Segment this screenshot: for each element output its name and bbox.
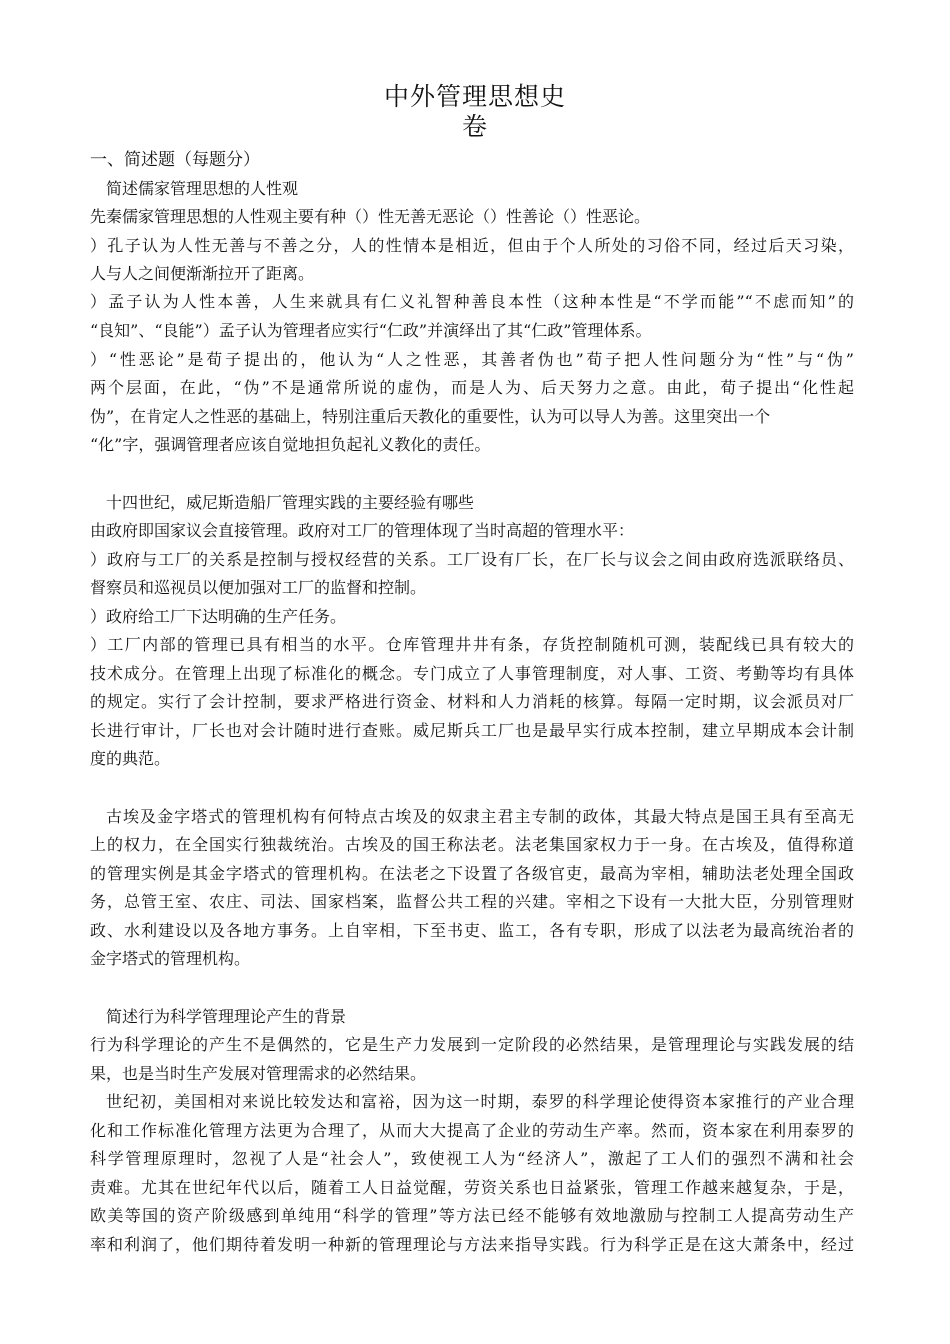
paragraph-line: ）孔子认为人性无善与不善之分，人的性情本是相近，但由于个人所处的习俗不同，经过后天习染，	[90, 236, 854, 255]
paragraph-line: 科学管理原理时，忽视了人是“社会人”，致使视工人为“经济人”，激起了工人们的强烈不满和社会	[90, 1149, 854, 1168]
question-heading: 简述儒家管理思想的人性观	[106, 179, 299, 198]
paragraph-line: 技术成分。在管理上出现了标准化的概念。专门成立了人事管理制度，对人事、工资、考勤等均有具体	[90, 664, 854, 683]
paragraph-line: 上的权力，在全国实行独裁统治。古埃及的国王称法老。法老集国家权力于一身。在古埃及，值得称道	[90, 835, 854, 854]
paragraph-line: 金字塔式的管理机构。	[90, 949, 251, 968]
paragraph-line: ）政府给工厂下达明确的生产任务。	[90, 607, 347, 626]
paragraph-line: 长进行审计，厂长也对会计随时进行查账。威尼斯兵工厂也是最早实行成本控制，建立早期成本会计制	[90, 721, 854, 740]
paragraph-line: 世纪初，美国相对来说比较发达和富裕，因为这一时期，泰罗的科学理论使得资本家推行的产业合理	[106, 1092, 854, 1111]
paragraph-line: 督察员和巡视员以便加强对工厂的监督和控制。	[90, 578, 427, 597]
paragraph-line: 由政府即国家议会直接管理。政府对工厂的管理体现了当时高超的管理水平：	[90, 521, 635, 540]
paragraph-line: ）工厂内部的管理已具有相当的水平。仓库管理井井有条，存货控制随机可测，装配线已具有较大的	[90, 635, 854, 654]
paragraph-line: 伪”，在肯定人之性恶的基础上，特别注重后天教化的重要性，认为可以导人为善。这里突出一个	[90, 407, 771, 426]
paragraph-line: 责难。尤其在世纪年代以后，随着工人日益觉醒，劳资关系也日益紧张，管理工作越来越复杂，于是，	[90, 1178, 854, 1197]
document-title: 中外管理思想史	[383, 82, 566, 111]
paragraph-line: 古埃及金字塔式的管理机构有何特点古埃及的奴隶主君主专制的政体，其最大特点是国王具有至高无	[106, 807, 854, 826]
paragraph-line: 人与人之间便渐渐拉开了距离。	[90, 264, 315, 283]
question-heading: 简述行为科学管理理论产生的背景	[106, 1007, 347, 1026]
paragraph-line: 的管理实例是其金字塔式的管理机构。在法老之下设置了各级官吏，最高为宰相，辅助法老处理全国政	[90, 864, 854, 883]
paragraph-line: ）政府与工厂的关系是控制与授权经营的关系。工厂设有厂长，在厂长与议会之间由政府选派联络员、	[90, 550, 854, 569]
paragraph-line: 行为科学理论的产生不是偶然的，它是生产力发展到一定阶段的必然结果，是管理理论与实践发展的结	[90, 1035, 854, 1054]
paragraph-line: 果，也是当时生产发展对管理需求的必然结果。	[90, 1064, 427, 1083]
paragraph-line: 两个层面，在此，“伪”不是通常所说的虚伪，而是人为、后天努力之意。由此，荀子提出“化性起	[90, 378, 854, 397]
question-heading: 十四世纪，威尼斯造船厂管理实践的主要经验有哪些	[106, 493, 475, 512]
paragraph-line: ）孟子认为人性本善，人生来就具有仁义礼智种善良本性（这种本性是“不学而能”“不虑而知”的	[90, 292, 854, 311]
paragraph-line: ）“性恶论”是荀子提出的，他认为“人之性恶，其善者伪也”荀子把人性问题分为“性”与“伪”	[90, 350, 854, 369]
paragraph-line: 务，总管王室、农庄、司法、国家档案，监督公共工程的兴建。宰相之下设有一大批大臣，分别管理财	[90, 892, 854, 911]
paragraph-line: “良知”、“良能”）孟子认为管理者应实行“仁政”并演绎出了其“仁政”管理体系。	[90, 321, 652, 340]
paragraph-line: 度的典范。	[90, 749, 171, 768]
paragraph-line: 的规定。实行了会计控制，要求严格进行资金、材料和人力消耗的核算。每隔一定时期，议会派员对厂	[90, 692, 854, 711]
paragraph-line: 率和利润了，他们期待着发明一种新的管理理论与方法来指导实践。行为科学正是在这大萧条中，经过	[90, 1235, 854, 1254]
paragraph-line: 先秦儒家管理思想的人性观主要有种（）性无善无恶论（）性善论（）性恶论。	[90, 207, 651, 226]
paragraph-line: “化”字，强调管理者应该自觉地担负起礼义教化的责任。	[90, 435, 491, 454]
section-heading: 一、简述题（每题分）	[90, 150, 260, 170]
document-subtitle: 卷	[461, 112, 488, 141]
paragraph-line: 政、水利建设以及各地方事务。上自宰相，下至书吏、监工，各有专职，形成了以法老为最高统治者的	[90, 921, 854, 940]
paragraph-line: 化和工作标准化管理方法更为合理了，从而大大提高了企业的劳动生产率。然而，资本家在利用泰罗的	[90, 1121, 854, 1140]
paragraph-line: 欧美等国的资产阶级感到单纯用“科学的管理”等方法已经不能够有效地激励与控制工人提高劳动生产	[90, 1206, 854, 1225]
